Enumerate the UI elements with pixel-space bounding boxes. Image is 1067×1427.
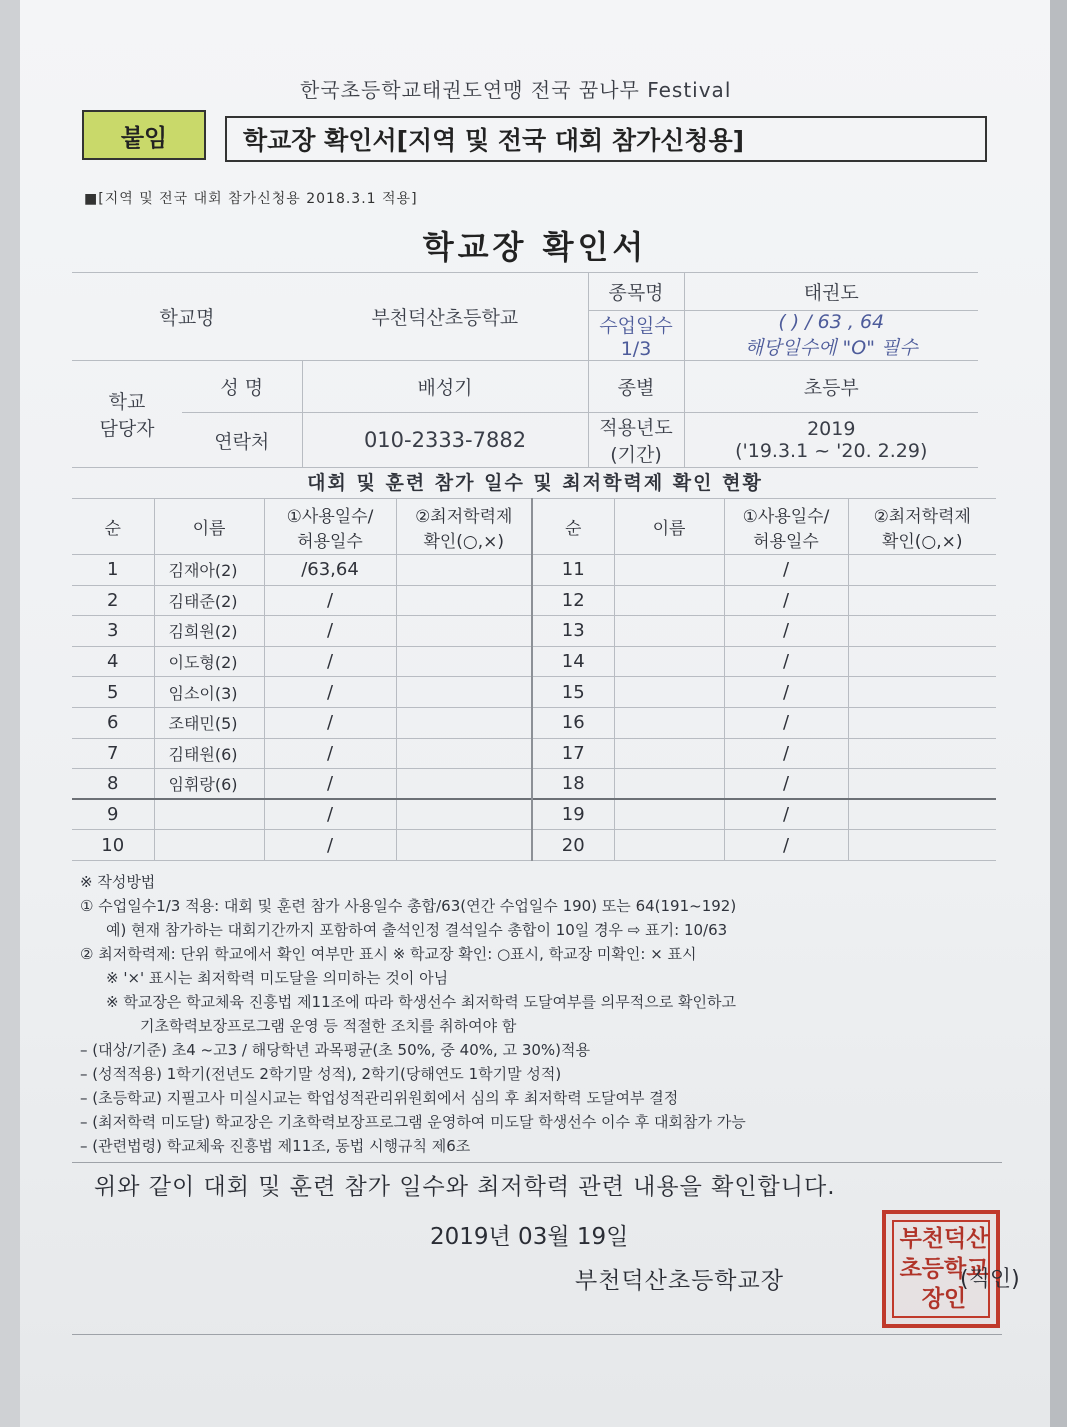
row-days-right: / [724,769,848,800]
row-days: / [264,707,396,738]
school-label: 학교명 [72,273,302,361]
row-no-right: 13 [532,616,614,647]
participation-table [72,498,996,861]
manager-label-line2: 담당자 [99,418,155,440]
row-no: 1 [72,555,154,586]
row-no: 5 [72,677,154,708]
principal-signature-line: 부천덕산초등학교장 [575,1268,784,1294]
row-name: 이도형(2) [154,646,264,677]
row-check-right [848,677,996,708]
notes-heading: ※ 작성방법 [80,873,156,891]
name-value: 배성기 [302,361,588,413]
row-name: 김재아(2) [154,555,264,586]
table-row [72,646,996,677]
event-value: 태권도 [684,273,978,311]
page-edge [0,0,20,1427]
row-name-right [614,799,724,830]
school-info-table [72,272,978,468]
row-days: / [264,616,396,647]
manager-label [72,361,182,468]
row-days-right: / [724,616,848,647]
row-no: 2 [72,585,154,616]
row-days-right: / [724,799,848,830]
row-name: 임소이(3) [154,677,264,708]
row-days-right: / [724,646,848,677]
col-name-right: 이름 [614,499,724,555]
days-value-line1: ( ) / 63 , 64 [778,311,885,333]
row-check-right [848,646,996,677]
division-value: 초등부 [684,361,978,413]
school-value: 부천덕산초등학교 [302,273,588,361]
row-days-right: / [724,707,848,738]
table-body [72,555,996,861]
row-no: 10 [72,830,154,861]
detail-1: – (대상/기준) 초4 ~고3 / 해당학년 과목평균(초 50%, 중 40%, 고 30%)적용 [80,1041,590,1059]
table-row [72,707,996,738]
row-check [396,646,532,677]
col-days-right-line2: 허용일수 [753,531,819,552]
col-days-line2: 허용일수 [297,531,363,552]
manager-label-line1: 학교 [108,391,146,413]
row-days: / [264,738,396,769]
row-no-right: 16 [532,707,614,738]
row-days-right: / [724,738,848,769]
row-check-right [848,555,996,586]
note-2: ② 최저학력제: 단위 학교에서 확인 여부만 표시 ※ 학교장 확인: ○표시, 학교장 미확인: × 표시 [80,945,697,963]
table-row [72,769,996,800]
year-value [684,413,978,468]
contact-label: 연락처 [182,413,302,468]
col-check [396,499,532,555]
row-days: / [264,830,396,861]
row-no: 6 [72,707,154,738]
row-check-right [848,616,996,647]
row-no-right: 19 [532,799,614,830]
year-value-line1: 2019 [807,418,856,440]
table-row [72,830,996,861]
seal-text: 부천덕산초등학교장인 [899,1226,989,1312]
detail-4: – (최저학력 미도달) 학교장은 기초학력보장프로그램 운영하여 미도달 학생선수 이수 후 대회참가 가능 [80,1113,746,1131]
row-check [396,555,532,586]
row-check [396,585,532,616]
applied-note: ■[지역 및 전국 대회 참가신청용 2018.3.1 적용] [84,191,418,207]
row-check-right [848,769,996,800]
table-row [72,799,996,830]
row-days: / [264,799,396,830]
note-1-example: 예) 현재 참가하는 대회기간까지 포함하여 출석인정 결석일수 총합이 10일 경우 ⇨ 표기: 10/63 [106,921,728,939]
row-name-right [614,738,724,769]
row-check [396,830,532,861]
col-days-line1: ①사용일수/ [286,506,374,527]
col-days-right [724,499,848,555]
row-days: /63,64 [264,555,396,586]
event-label: 종목명 [588,273,684,311]
row-no-right: 15 [532,677,614,708]
days-label-line1: 수업일수 [599,315,673,337]
row-name-right [614,555,724,586]
row-no-right: 14 [532,646,614,677]
row-days: / [264,677,396,708]
row-no-right: 18 [532,769,614,800]
row-check-right [848,799,996,830]
col-days [264,499,396,555]
row-name-right [614,677,724,708]
row-check [396,738,532,769]
row-no: 3 [72,616,154,647]
days-value-line2: 해당일수에 "O" 필수 [744,337,918,359]
row-name-right [614,585,724,616]
table-header-row [72,499,996,555]
note-2b: ※ 학교장은 학교체육 진흥법 제11조에 따라 학생선수 최저학력 도달여부를 의무적으로 확인하고 [106,993,736,1011]
row-name [154,799,264,830]
row-name: 조태민(5) [154,707,264,738]
row-check-right [848,738,996,769]
year-value-line2: ('19.3.1 ~ '20. 2.29) [735,440,928,462]
row-days-right: / [724,677,848,708]
divider-line [72,1162,1002,1163]
festival-heading: 한국초등학교태권도연맹 전국 꿈나무 Festival [300,78,732,102]
row-days: / [264,585,396,616]
note-1: ① 수업일수1/3 적용: 대회 및 훈련 참가 사용일수 총합/63(연간 수업일수 190) 또는 64(191~192) [80,897,737,915]
detail-2: – (성적적용) 1학기(전년도 2학기말 성적), 2학기(당해연도 1학기말 성적) [80,1065,562,1083]
detail-5: – (관련법령) 학교체육 진흥법 제11조, 동법 시행규칙 제6조 [80,1137,471,1155]
document-sheet [20,0,1050,1427]
row-no-right: 20 [532,830,614,861]
col-check-line2: 확인(○,×) [423,531,505,552]
table-row [72,738,996,769]
row-days-right: / [724,830,848,861]
attachment-badge: 붙임 [82,110,206,160]
row-no-right: 11 [532,555,614,586]
row-check-right [848,585,996,616]
confirmation-statement: 위와 같이 대회 및 훈련 참가 일수와 최저학력 관련 내용을 확인합니다. [94,1174,836,1200]
row-no: 4 [72,646,154,677]
days-label-line2: 1/3 [620,338,652,360]
table-row [72,555,996,586]
row-name: 김태원(6) [154,738,264,769]
table-row [72,677,996,708]
row-check [396,799,532,830]
col-check-right [848,499,996,555]
row-name-right [614,830,724,861]
row-no: 9 [72,799,154,830]
division-label: 종별 [588,361,684,413]
row-name: 김희원(2) [154,616,264,647]
issue-date: 2019년 03월 19일 [430,1224,629,1250]
row-no-right: 17 [532,738,614,769]
year-label-line2: (기간) [610,444,662,466]
row-check [396,677,532,708]
contact-value: 010-2333-7882 [302,413,588,468]
row-days: / [264,769,396,800]
row-check-right [848,707,996,738]
row-name: 임휘랑(6) [154,769,264,800]
days-value [684,311,978,361]
table-row [72,585,996,616]
row-name-right [614,646,724,677]
note-2c: 기초학력보장프로그램 운영 등 적절한 조치를 취하여야 함 [140,1017,517,1035]
name-label: 성 명 [182,361,302,413]
seal-mark: (직인) [960,1267,1020,1292]
col-no: 순 [72,499,154,555]
row-name-right [614,707,724,738]
col-name: 이름 [154,499,264,555]
row-name-right [614,769,724,800]
row-days-right: / [724,555,848,586]
row-no-right: 12 [532,585,614,616]
col-check-right-line2: 확인(○,×) [881,531,963,552]
bottom-divider [72,1334,1002,1335]
year-label-line1: 적용년도 [599,417,673,439]
row-days-right: / [724,585,848,616]
col-check-line1: ②최저학력제 [415,506,513,527]
row-check-right [848,830,996,861]
section-title: 대회 및 훈련 참가 일수 및 최저학력제 확인 현황 [307,472,763,494]
row-name [154,830,264,861]
row-name: 김태준(2) [154,585,264,616]
form-title-box: 학교장 확인서[지역 및 전국 대회 참가신청용] [225,116,987,162]
row-check [396,707,532,738]
page-title: 학교장 확인서 [422,228,648,266]
row-name-right [614,616,724,647]
row-check [396,769,532,800]
row-no: 7 [72,738,154,769]
col-no-right: 순 [532,499,614,555]
detail-3: – (초등학교) 지필고사 미실시교는 학업성적관리위원회에서 심의 후 최저학력 도달여부 결정 [80,1089,679,1107]
note-2a: ※ '×' 표시는 최저학력 미도달을 의미하는 것이 아님 [106,969,449,987]
row-no: 8 [72,769,154,800]
col-days-right-line1: ①사용일수/ [742,506,830,527]
row-check [396,616,532,647]
year-label [588,413,684,468]
row-days: / [264,646,396,677]
writing-instructions [80,870,1030,1158]
table-row [72,616,996,647]
col-check-right-line1: ②최저학력제 [873,506,971,527]
days-label [588,311,684,361]
